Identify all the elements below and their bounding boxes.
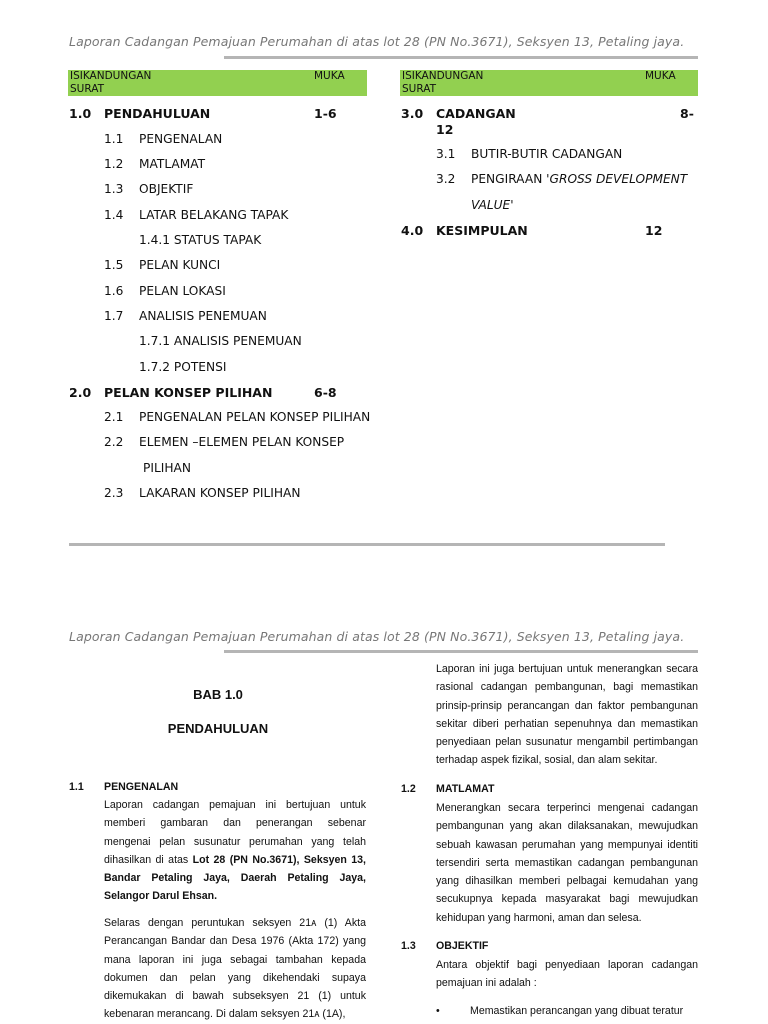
intro-paragraph: Laporan ini juga bertujuan untuk menerangkan secara rasional cadangan pembangunan, bagi memastikan prinsip-prinsip perancangan dan faktor pembangunan sekitar diberi perhatian sepenuhnya dan memastikan penyediaan pelan susunatur mengambil pertimbangan terhadap aspek fizikal, sosial, dan alam sekitar. (436, 663, 698, 767)
toc-entry-page: 6-8 (314, 385, 337, 400)
toc-entry-label[interactable]: 1.7.1 ANALISIS PENEMUAN (139, 334, 302, 348)
toc-entry-label[interactable]: OBJEKTIF (139, 182, 194, 196)
toc-entry-label[interactable]: 1.4.1 STATUS TAPAK (139, 233, 262, 247)
toc-entry-label[interactable]: KESIMPULAN (436, 223, 528, 238)
section-paragraph: Antara objektif bagi penyediaan laporan cadangan pemajuan ini adalah : (436, 959, 698, 990)
toc-entry-num: 1.2 (104, 157, 124, 171)
toc-entry-label[interactable]: ELEMEN –ELEMEN PELAN KONSEP (139, 435, 345, 449)
toc-entry-num: 3.1 (436, 147, 456, 161)
toc-entry-num: 1.6 (104, 284, 124, 298)
toc-entry-num: 2.2 (104, 435, 124, 449)
bullet-item: Memastikan perancangan yang dibuat teratur (470, 1005, 684, 1017)
toc-entry-page: 8- (680, 106, 694, 121)
toc-header-page: MUKA (645, 70, 676, 82)
section-number: 1.1 (69, 781, 84, 793)
toc-entry-num: 2.0 (69, 385, 92, 400)
toc-entry-num: 2.1 (104, 410, 124, 424)
toc-header-title: ISIKANDUNGAN SURAT (402, 70, 484, 95)
toc-entry-label[interactable]: PELAN KONSEP PILIHAN (104, 385, 273, 400)
section-paragraph: Selaras dengan peruntukan seksyen 21ᴀ (1) Akta Perancangan Bandar dan Desa 1976 (Akta 172) yang mana laporan ini juga sebagai tambahan kepada dokumen dan pelan yang dikehendaki supaya dikemukakan di bawah subseksyen 21 (1) untuk kebenaran merancang. Di dalam seksyen 21ᴀ (1A), (104, 917, 366, 1021)
toc-entry-label[interactable]: LATAR BELAKANG TAPAK (139, 208, 289, 222)
header-rule (224, 56, 698, 59)
page-header: Laporan Cadangan Pemajuan Perumahan di atas lot 28 (PN No.3671), Seksyen 13, Petaling jaya. (69, 34, 685, 49)
toc-header-title: ISIKANDUNGAN SURAT (70, 70, 152, 95)
toc-entry-num: 3.2 (436, 172, 456, 186)
chapter-number: BAB 1.0 (193, 687, 243, 702)
toc-entry-label[interactable]: BUTIR-BUTIR CADANGAN (471, 147, 623, 161)
toc-header-left (68, 70, 367, 96)
toc-entry-label[interactable]: PENGIRAAN 'GROSS DEVELOPMENT (471, 172, 688, 186)
toc-entry-label[interactable]: PELAN KUNCI (139, 258, 221, 272)
toc-entry-label[interactable]: PELAN LOKASI (139, 284, 226, 298)
toc-entry-num: 3.0 (401, 106, 424, 121)
toc-entry-label[interactable]: PILIHAN (143, 461, 191, 475)
toc-entry-num: 2.3 (104, 486, 124, 500)
section-number: 1.2 (401, 783, 416, 795)
chapter-title: PENDAHULUAN (167, 721, 269, 736)
page-header: Laporan Cadangan Pemajuan Perumahan di atas lot 28 (PN No.3671), Seksyen 13, Petaling jaya. (69, 629, 685, 644)
toc-entry-label[interactable]: PENDAHULUAN (104, 106, 211, 121)
header-rule (224, 650, 698, 653)
section-paragraph: Laporan cadangan pemajuan ini bertujuan untuk memberi gambaran dan penerangan sebenar mengenai pelan susunatur perumahan yang telah dihasilkan di atas Lot 28 (PN No.3671), Seksyen 13, Bandar Petaling Jaya, Daerah Petaling Jaya, Selangor Darul Ehsan. (104, 799, 366, 903)
toc-entry-page: 12 (645, 223, 663, 238)
toc-entry-label[interactable]: 1.7.2 POTENSI (139, 360, 227, 374)
section-paragraph: Menerangkan secara terperinci mengenai cadangan pembangunan yang akan dilaksanakan, mewujudkan sebuah kawasan perumahan yang mempunyai identiti tersendiri serta memastikan cadangan pembangunan yang dihasilkan memberi pelbagai kemudahan yang secukupnya kepada masyarakat bagi mewujudkan kehidupan yang harmoni, aman dan selesa. (436, 802, 698, 924)
toc-entry-label[interactable]: MATLAMAT (139, 157, 206, 171)
toc-entry-num: 1.1 (104, 132, 124, 146)
toc-entry-num: 1.3 (104, 182, 124, 196)
toc-entry-num: 1.7 (104, 309, 124, 323)
section-title: PENGENALAN (104, 781, 179, 793)
toc-entry-label[interactable]: CADANGAN (436, 106, 516, 121)
toc-entry-label[interactable]: PENGENALAN PELAN KONSEP PILIHAN (139, 410, 371, 424)
toc-entry-label[interactable]: PENGENALAN (139, 132, 223, 146)
bullet-icon: • (436, 1005, 440, 1017)
toc-entry-label[interactable]: ANALISIS PENEMUAN (139, 309, 267, 323)
toc-entry-num: 1.5 (104, 258, 124, 272)
footer-rule (69, 543, 665, 546)
toc-entry-page: 1-6 (314, 106, 337, 121)
section-title: MATLAMAT (436, 783, 495, 795)
section-title: OBJEKTIF (436, 940, 489, 952)
toc-entry[interactable]: 1.0 (69, 106, 92, 121)
toc-header-right (400, 70, 698, 96)
toc-entry-label[interactable]: LAKARAN KONSEP PILIHAN (139, 486, 301, 500)
toc-entry-label-cont[interactable]: VALUE' (471, 198, 514, 212)
toc-entry-num: 4.0 (401, 223, 424, 238)
toc-header-page: MUKA (314, 70, 345, 82)
section-number: 1.3 (401, 940, 416, 952)
toc-entry-num: 1.4 (104, 208, 124, 222)
toc-entry-page-cont: 12 (436, 122, 454, 137)
